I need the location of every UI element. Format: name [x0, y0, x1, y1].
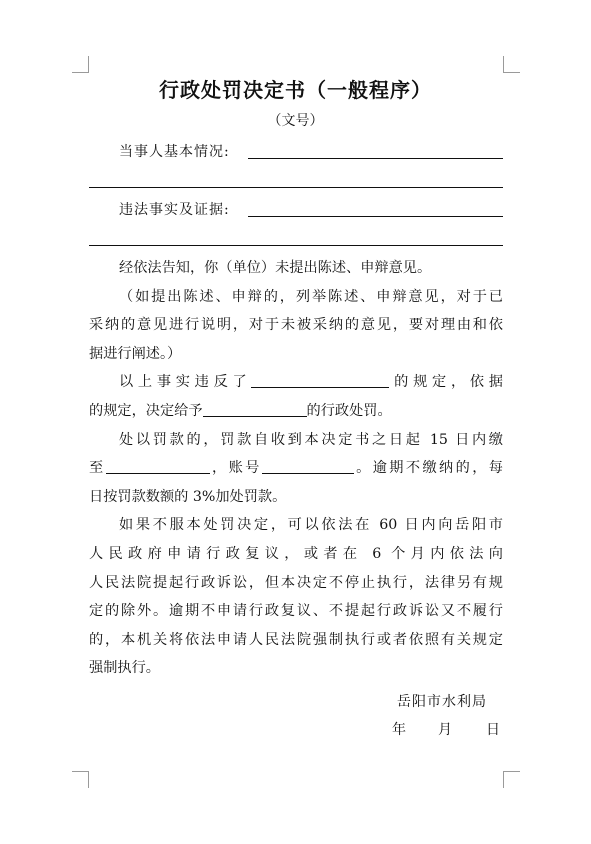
- paragraph-note-line: （如提出陈述、申辩的，列举陈述、申辩意见，对于已: [119, 288, 503, 305]
- paragraph-appeal-line: 人民法院提起行政诉讼，但本决定不停止执行，法律另有规: [89, 574, 503, 591]
- paragraph-appeal-line: 如果不服本处罚决定，可以依法在 60 日内向岳阳市: [119, 517, 503, 534]
- paragraph-appeal-line: 人民政府申请行政复议，或者在 6 个月内依法向: [89, 545, 503, 562]
- paragraph-appeal-line: 定的除外。逾期不申请行政复议、不提起行政诉讼又不履行: [89, 603, 503, 620]
- violation-text: 的规定，决定给予: [89, 402, 203, 419]
- violation-text: 以上事实违反了: [119, 374, 252, 391]
- facts-line-1: [248, 216, 503, 217]
- account-number-blank: [262, 456, 354, 474]
- paragraph-fine-line: 处以罚款的，罚款自收到本决定书之日起 15 日内缴: [119, 431, 503, 448]
- violated-law-blank: [251, 370, 389, 388]
- party-info-line-2: [89, 187, 503, 188]
- paragraph-fine-line: 日按罚款数额的 3%加处罚款。: [89, 488, 287, 505]
- paragraph-appeal-line: 强制执行。: [89, 660, 160, 677]
- date-year: 年: [392, 722, 406, 738]
- fine-text: 。逾期不缴纳的，每: [353, 460, 503, 477]
- paragraph-note-line: 采纳的意见进行说明，对于未被采纳的意见，要对理由和依: [89, 317, 503, 334]
- party-info-label: 当事人基本情况:: [119, 144, 230, 160]
- paragraph-violation-line: [89, 368, 503, 397]
- document-body: [89, 254, 503, 683]
- paragraph-fine-line: [89, 454, 503, 483]
- violation-text: 的规定，依据: [389, 374, 503, 391]
- penalty-blank: [203, 399, 307, 417]
- paragraph-appeal-line: 的，本机关将依法申请人民法院强制执行或者依照有关规定: [89, 631, 503, 648]
- crop-mark-top-right: [503, 56, 520, 73]
- violation-text: 的行政处罚。: [306, 402, 392, 419]
- facts-line-2: [89, 245, 503, 246]
- paragraph-statement: 经依法告知，你（单位）未提出陈述、申辩意见。: [119, 260, 432, 276]
- payee-blank: [106, 456, 210, 474]
- document-number: （文号）: [267, 113, 324, 129]
- paragraph-note-line: 据进行阐述。）: [89, 345, 182, 362]
- document-title: 行政处罚决定书（一般程序）: [159, 78, 432, 102]
- crop-mark-bottom-right: [503, 771, 520, 788]
- facts-label: 违法事实及证据:: [119, 202, 230, 218]
- party-info-line-1: [248, 158, 503, 159]
- date-day: 日: [486, 722, 500, 738]
- fine-text: ，账号: [209, 460, 262, 477]
- date-month: 月: [438, 722, 452, 738]
- signature-date: [392, 719, 500, 739]
- issuing-organization: 岳阳市水利局: [397, 694, 487, 710]
- crop-mark-bottom-left: [72, 771, 89, 788]
- fine-text: 至: [89, 460, 106, 477]
- paragraph-violation-line: [89, 397, 503, 426]
- crop-mark-top-left: [72, 56, 89, 73]
